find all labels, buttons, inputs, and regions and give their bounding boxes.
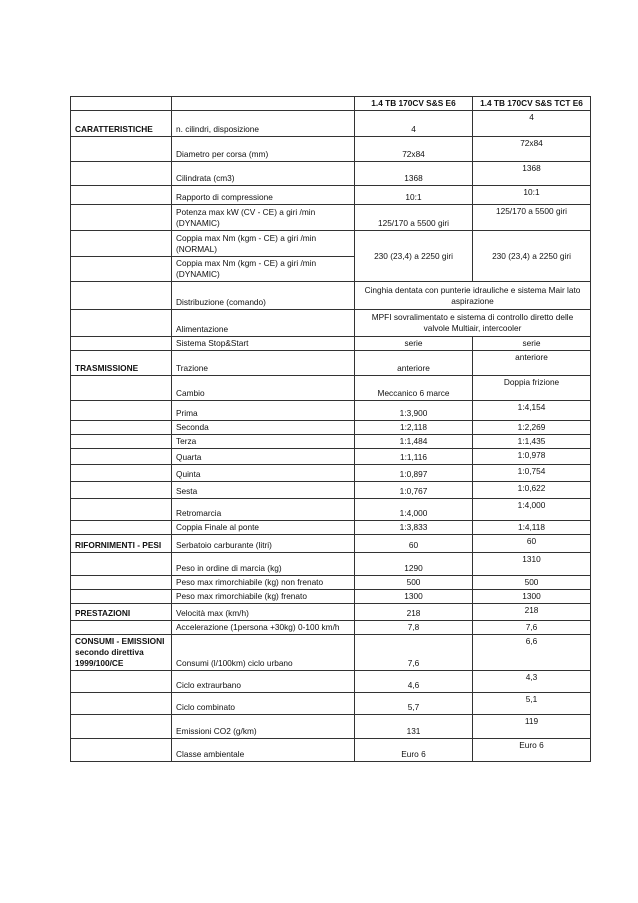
- spec-value-2: 1:1,435: [473, 435, 591, 449]
- spec-value-2: 1:0,978: [473, 449, 591, 465]
- spec-label: Peso max rimorchiabile (kg) non frenato: [172, 576, 355, 590]
- spec-row: [71, 205, 591, 231]
- spec-value-2: 1:4,000: [473, 499, 591, 521]
- spec-value-2: 1:4,154: [473, 401, 591, 421]
- category-cell: [71, 715, 172, 739]
- spec-value-1: 230 (23,4) a 2250 giri: [355, 231, 473, 282]
- spec-value-1: 131: [355, 715, 473, 739]
- spec-row: [71, 693, 591, 715]
- spec-value-2: 1:2,269: [473, 421, 591, 435]
- spec-value-1: 1:0,767: [355, 482, 473, 499]
- spec-row: [71, 310, 591, 337]
- spec-value-1: 1:4,000: [355, 499, 473, 521]
- spec-label: Distribuzione (comando): [172, 282, 355, 310]
- spec-value-both: Cinghia dentata con punterie idrauliche e sistema Mair lato aspirazione: [355, 282, 591, 310]
- spec-value-2: 119: [473, 715, 591, 739]
- spec-value-1: 1368: [355, 162, 473, 186]
- category-cell: PRESTAZIONI: [71, 604, 172, 621]
- spec-row: [71, 521, 591, 535]
- spec-row: [71, 482, 591, 499]
- spec-value-2: 72x84: [473, 137, 591, 162]
- spec-row: [71, 590, 591, 604]
- category-cell: [71, 590, 172, 604]
- spec-value-1: Meccanico 6 marce: [355, 376, 473, 401]
- spec-value-2: 1310: [473, 553, 591, 576]
- spec-row: [71, 337, 591, 351]
- spec-row: [71, 739, 591, 762]
- spec-label: Alimentazione: [172, 310, 355, 337]
- spec-label: Retromarcia: [172, 499, 355, 521]
- category-cell: [71, 482, 172, 499]
- spec-row: [71, 162, 591, 186]
- category-cell: [71, 337, 172, 351]
- category-cell: [71, 257, 172, 282]
- category-cell: CONSUMI - EMISSIONI secondo direttiva 1999/100/CE: [71, 635, 172, 671]
- spec-label: Accelerazione (1persona +30kg) 0-100 km/h: [172, 621, 355, 635]
- category-cell: [71, 693, 172, 715]
- spec-value-2: serie: [473, 337, 591, 351]
- spec-row: [71, 351, 591, 376]
- header-row: [71, 97, 591, 111]
- category-cell: [71, 621, 172, 635]
- spec-row: [71, 231, 591, 257]
- spec-label: Ciclo extraurbano: [172, 671, 355, 693]
- spec-value-1: anteriore: [355, 351, 473, 376]
- spec-label: Diametro per corsa (mm): [172, 137, 355, 162]
- category-cell: [71, 282, 172, 310]
- spec-row: [71, 671, 591, 693]
- spec-value-2: 218: [473, 604, 591, 621]
- header-empty-1: [71, 97, 172, 111]
- spec-row: [71, 282, 591, 310]
- spec-label: Quarta: [172, 449, 355, 465]
- category-cell: [71, 231, 172, 257]
- category-cell: RIFORNIMENTI - PESI: [71, 535, 172, 553]
- spec-value-1: 1:3,900: [355, 401, 473, 421]
- category-cell: [71, 449, 172, 465]
- spec-row: [71, 715, 591, 739]
- spec-value-1: 4: [355, 111, 473, 137]
- spec-value-1: 1:1,484: [355, 435, 473, 449]
- spec-value-2: 125/170 a 5500 giri: [473, 205, 591, 231]
- spec-row: [71, 111, 591, 137]
- spec-row: [71, 376, 591, 401]
- spec-table: [70, 96, 591, 768]
- spec-label: Cambio: [172, 376, 355, 401]
- spec-label: Classe ambientale: [172, 739, 355, 762]
- bottom-rule-cell: [71, 762, 591, 769]
- spec-value-2: 6,6: [473, 635, 591, 671]
- category-cell: [71, 137, 172, 162]
- spec-row: [71, 137, 591, 162]
- spec-label: Seconda: [172, 421, 355, 435]
- spec-value-1: serie: [355, 337, 473, 351]
- spec-label: Quinta: [172, 465, 355, 482]
- category-cell: [71, 576, 172, 590]
- spec-label: n. cilindri, disposizione: [172, 111, 355, 137]
- spec-value-2: 230 (23,4) a 2250 giri: [473, 231, 591, 282]
- spec-label: Coppia Finale al ponte: [172, 521, 355, 535]
- spec-value-1: 1290: [355, 553, 473, 576]
- spec-value-1: 1:2,118: [355, 421, 473, 435]
- header-model-1: 1.4 TB 170CV S&S E6: [355, 97, 473, 111]
- category-cell: [71, 521, 172, 535]
- spec-value-1: 10:1: [355, 186, 473, 205]
- category-cell: [71, 671, 172, 693]
- spec-value-2: 4,3: [473, 671, 591, 693]
- spec-value-1: 60: [355, 535, 473, 553]
- category-cell: [71, 376, 172, 401]
- spec-value-1: 7,8: [355, 621, 473, 635]
- spec-value-2: 1:0,622: [473, 482, 591, 499]
- spec-row: [71, 186, 591, 205]
- spec-row: [71, 421, 591, 435]
- spec-value-1: 1:0,897: [355, 465, 473, 482]
- spec-label: Emissioni CO2 (g/km): [172, 715, 355, 739]
- category-cell: [71, 186, 172, 205]
- spec-label: Serbatoio carburante (litri): [172, 535, 355, 553]
- spec-value-1: 1:3,833: [355, 521, 473, 535]
- spec-value-2: 10:1: [473, 186, 591, 205]
- spec-value-2: 60: [473, 535, 591, 553]
- spec-label: Sistema Stop&Start: [172, 337, 355, 351]
- spec-label: Prima: [172, 401, 355, 421]
- spec-value-2: Doppia frizione: [473, 376, 591, 401]
- spec-row: [71, 576, 591, 590]
- spec-row: [71, 449, 591, 465]
- category-cell: [71, 421, 172, 435]
- category-cell: [71, 553, 172, 576]
- spec-label: Rapporto di compressione: [172, 186, 355, 205]
- spec-label: Sesta: [172, 482, 355, 499]
- spec-label: Trazione: [172, 351, 355, 376]
- category-cell: [71, 310, 172, 337]
- spec-row: [71, 604, 591, 621]
- spec-row: [71, 635, 591, 671]
- spec-value-1: 1:1,116: [355, 449, 473, 465]
- spec-label: Coppia max Nm (kgm - CE) a giri /min (NORMAL): [172, 231, 355, 257]
- spec-value-both: MPFI sovralimentato e sistema di controllo diretto delle valvole Multiair, intercooler: [355, 310, 591, 337]
- spec-row: [71, 401, 591, 421]
- spec-row: [71, 435, 591, 449]
- category-cell: [71, 465, 172, 482]
- spec-row: [71, 621, 591, 635]
- spec-value-2: 500: [473, 576, 591, 590]
- category-cell: CARATTERISTICHE: [71, 111, 172, 137]
- spec-value-2: anteriore: [473, 351, 591, 376]
- category-cell: [71, 499, 172, 521]
- table-bottom-rule: [71, 762, 591, 769]
- category-cell: [71, 162, 172, 186]
- spec-value-1: 125/170 a 5500 giri: [355, 205, 473, 231]
- spec-value-2: 1:0,754: [473, 465, 591, 482]
- spec-label: Velocità max (km/h): [172, 604, 355, 621]
- spec-value-1: 500: [355, 576, 473, 590]
- spec-value-1: Euro 6: [355, 739, 473, 762]
- spec-row: [71, 535, 591, 553]
- spec-value-2: 4: [473, 111, 591, 137]
- spec-label: Cilindrata (cm3): [172, 162, 355, 186]
- category-cell: [71, 739, 172, 762]
- spec-row: [71, 465, 591, 482]
- spec-label: Terza: [172, 435, 355, 449]
- spec-value-1: 1300: [355, 590, 473, 604]
- spec-value-1: 4,6: [355, 671, 473, 693]
- spec-value-2: Euro 6: [473, 739, 591, 762]
- spec-row: [71, 553, 591, 576]
- spec-value-2: 7,6: [473, 621, 591, 635]
- spec-row: [71, 499, 591, 521]
- spec-value-1: 72x84: [355, 137, 473, 162]
- spec-value-2: 1368: [473, 162, 591, 186]
- category-cell: [71, 205, 172, 231]
- spec-label: Peso in ordine di marcia (kg): [172, 553, 355, 576]
- spec-value-2: 1300: [473, 590, 591, 604]
- spec-label: Ciclo combinato: [172, 693, 355, 715]
- spec-value-2: 1:4,118: [473, 521, 591, 535]
- category-cell: [71, 401, 172, 421]
- spec-value-2: 5,1: [473, 693, 591, 715]
- spec-label: Consumi (l/100km) ciclo urbano: [172, 635, 355, 671]
- spec-label: Coppia max Nm (kgm - CE) a giri /min (DYNAMIC): [172, 257, 355, 282]
- spec-value-1: 7,6: [355, 635, 473, 671]
- category-cell: [71, 435, 172, 449]
- spec-value-1: 218: [355, 604, 473, 621]
- header-model-2: 1.4 TB 170CV S&S TCT E6: [473, 97, 591, 111]
- header-empty-2: [172, 97, 355, 111]
- spec-label: Potenza max kW (CV - CE) a giri /min (DYNAMIC): [172, 205, 355, 231]
- category-cell: TRASMISSIONE: [71, 351, 172, 376]
- spec-label: Peso max rimorchiabile (kg) frenato: [172, 590, 355, 604]
- spec-value-1: 5,7: [355, 693, 473, 715]
